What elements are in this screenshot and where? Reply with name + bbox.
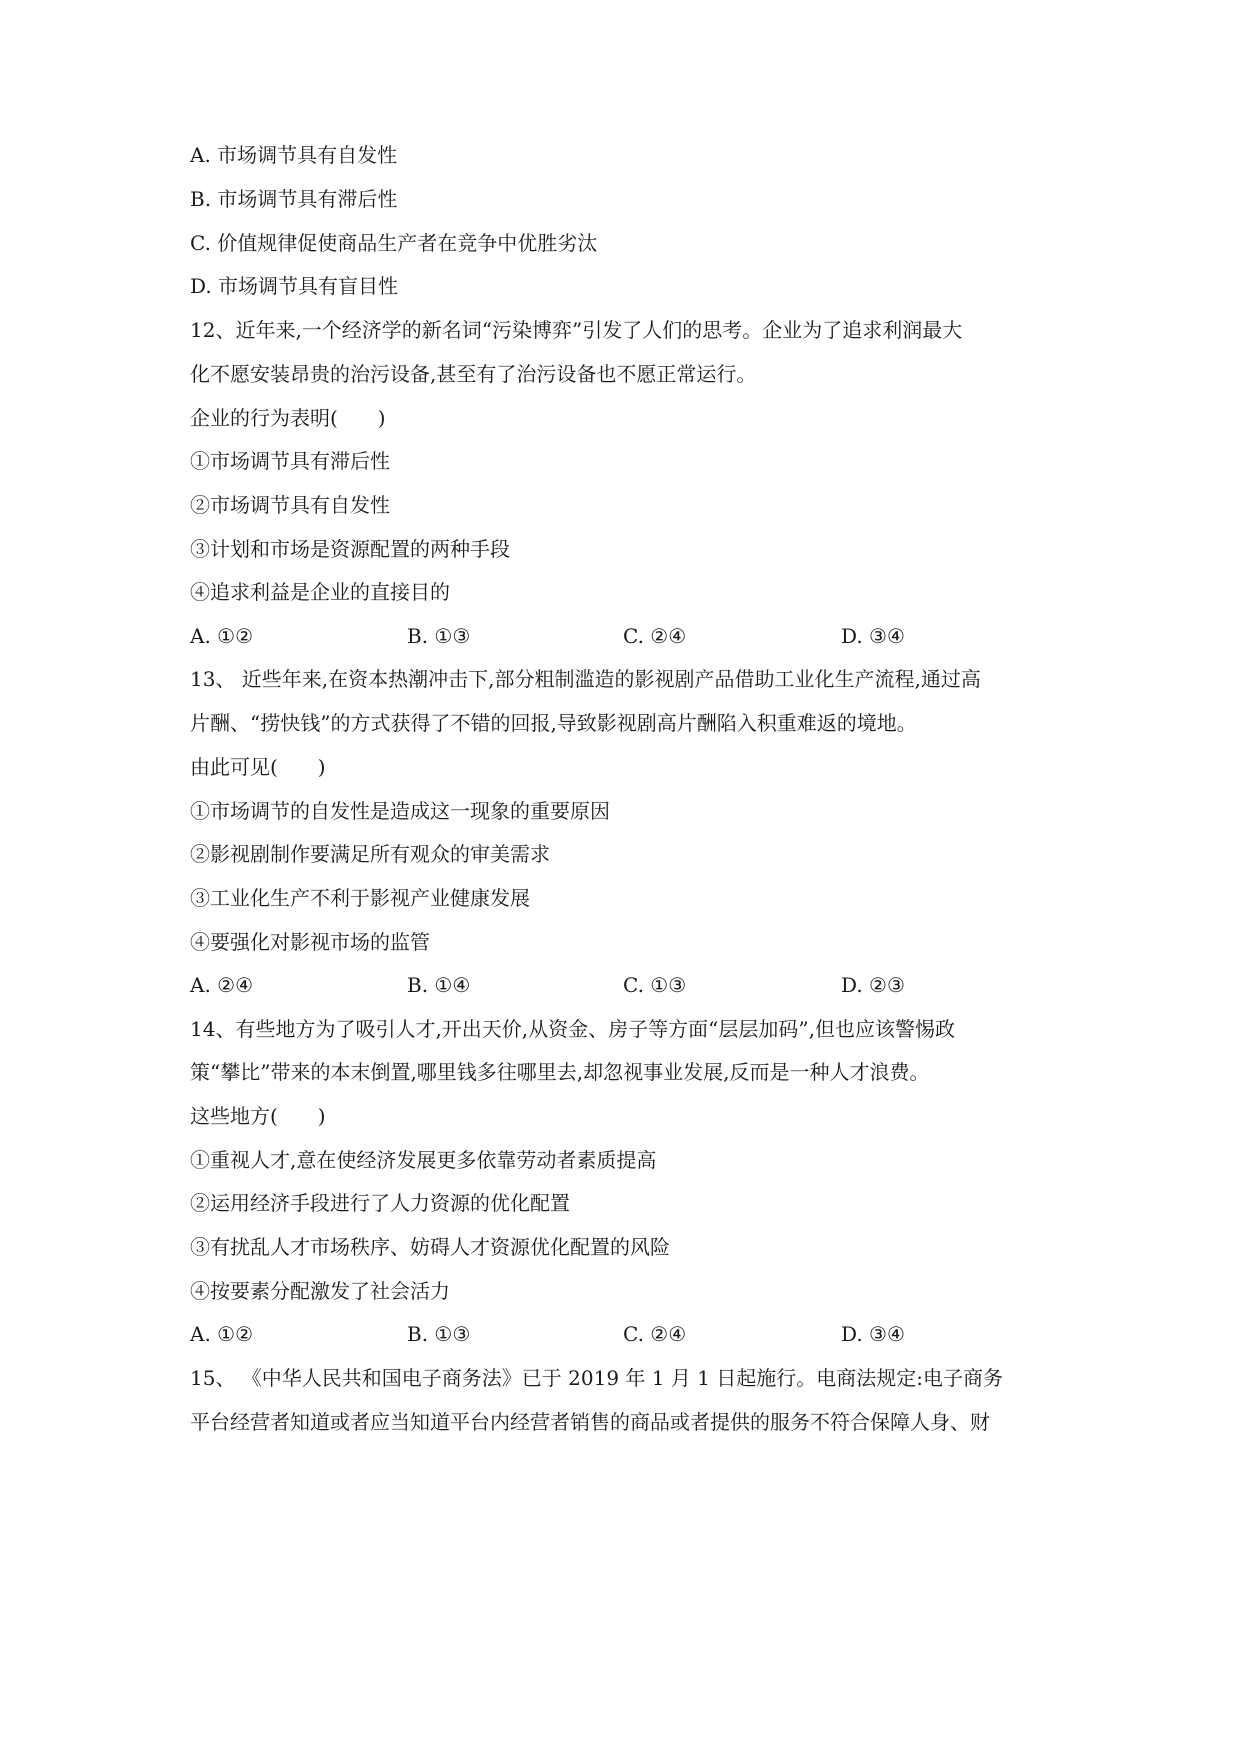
q13-stem-line1: 13、 近些年来,在资本热潮冲击下,部分粗制滥造的影视剧产品借助工业化生产流程,通过高 — [190, 667, 981, 691]
option-c: C. 价值规律促使商品生产者在竞争中优胜劣汰 — [190, 231, 598, 255]
q15-stem-line2: 平台经营者知道或者应当知道平台内经营者销售的商品或者提供的服务不符合保障人身、财 — [190, 1410, 990, 1434]
q15-stem-line1: 15、 《中华人民共和国电子商务法》已于 2019 年 1 月 1 日起施行。电商法规定:电子商务 — [190, 1366, 1004, 1390]
q12-item-4: ④追求利益是企业的直接目的 — [190, 580, 450, 604]
q13-choice-b: B. ①④ — [407, 973, 471, 997]
option-b: B. 市场调节具有滞后性 — [190, 187, 398, 211]
q13-item-4: ④要强化对影视市场的监管 — [190, 930, 430, 954]
option-d: D. 市场调节具有盲目性 — [190, 274, 399, 298]
q14-choice-d: D. ③④ — [841, 1322, 905, 1346]
q14-stem-line1: 14、有些地方为了吸引人才,开出天价,从资金、房子等方面“层层加码”,但也应该警惕政 — [190, 1017, 955, 1041]
q12-item-2: ②市场调节具有自发性 — [190, 493, 390, 517]
q14-item-2: ②运用经济手段进行了人力资源的优化配置 — [190, 1191, 570, 1215]
q12-item-3: ③计划和市场是资源配置的两种手段 — [190, 537, 510, 561]
q14-choice-a: A. ①② — [190, 1322, 254, 1346]
q14-item-3: ③有扰乱人才市场秩序、妨碍人才资源优化配置的风险 — [190, 1235, 670, 1259]
q13-stem-line2: 片酬、“捞快钱”的方式获得了不错的回报,导致影视剧高片酬陷入积重难返的境地。 — [190, 711, 917, 735]
q12-choice-d: D. ③④ — [841, 624, 905, 648]
q12-choice-a: A. ①② — [190, 624, 254, 648]
q13-item-3: ③工业化生产不利于影视产业健康发展 — [190, 886, 530, 910]
q14-choice-b: B. ①③ — [407, 1322, 471, 1346]
q14-choice-c: C. ②④ — [623, 1322, 687, 1346]
option-a: A. 市场调节具有自发性 — [190, 143, 398, 167]
q12-stem-line2: 化不愿安装昂贵的治污设备,甚至有了治污设备也不愿正常运行。 — [190, 362, 757, 386]
q13-item-1: ①市场调节的自发性是造成这一现象的重要原因 — [190, 799, 610, 823]
q12-item-1: ①市场调节具有滞后性 — [190, 449, 390, 473]
q13-item-2: ②影视剧制作要满足所有观众的审美需求 — [190, 842, 550, 866]
q13-question: 由此可见( ) — [190, 755, 326, 779]
q12-choice-b: B. ①③ — [407, 624, 471, 648]
q14-stem-line2: 策“攀比”带来的本末倒置,哪里钱多往哪里去,却忽视事业发展,反而是一种人才浪费。 — [190, 1060, 930, 1084]
q13-choice-d: D. ②③ — [841, 973, 905, 997]
q12-question: 企业的行为表明( ) — [190, 406, 386, 430]
q12-choice-c: C. ②④ — [623, 624, 687, 648]
q13-choice-a: A. ②④ — [190, 973, 254, 997]
q14-question: 这些地方( ) — [190, 1104, 326, 1128]
q14-item-4: ④按要素分配激发了社会活力 — [190, 1279, 450, 1303]
q14-item-1: ①重视人才,意在使经济发展更多依靠劳动者素质提高 — [190, 1148, 657, 1172]
q13-choice-c: C. ①③ — [623, 973, 687, 997]
q12-stem-line1: 12、近年来,一个经济学的新名词“污染博弈”引发了人们的思考。企业为了追求利润最大 — [190, 318, 963, 342]
